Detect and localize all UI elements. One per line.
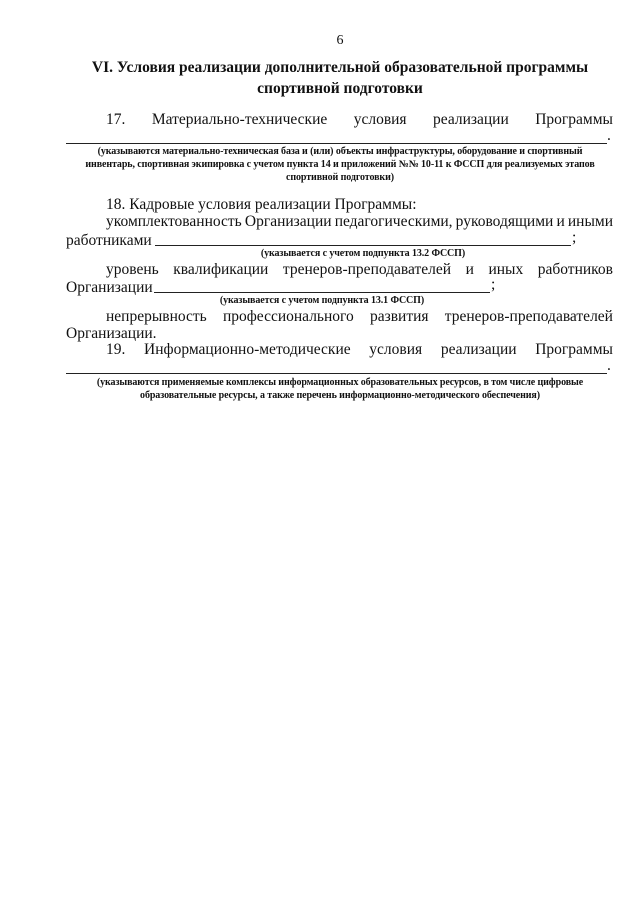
page-number: 6 xyxy=(336,33,344,48)
item-19-end-punct: . xyxy=(607,357,611,374)
item-19-line xyxy=(106,340,613,360)
development-word: непрерывность xyxy=(106,308,207,325)
item-17-number: 17. xyxy=(106,111,126,128)
staffing-word: и xyxy=(556,213,565,230)
staffing-punct: ; xyxy=(572,229,577,246)
item-17-word: условия xyxy=(353,111,407,128)
staffing-word: руководящими xyxy=(455,213,554,230)
development-cont-line: Организации. xyxy=(66,325,157,342)
staffing-word: Организации xyxy=(244,213,332,230)
item-17-note-line-2: инвентарь, спортивная экипировка с учетом пункта 14 и приложений №№ 10-11 к ФССП для реализуемых этапов xyxy=(85,159,595,170)
item-17-word: реализации xyxy=(433,111,509,128)
item-17-note-line-3: спортивной подготовки) xyxy=(285,172,394,183)
development-word: развития xyxy=(369,308,429,325)
item-17-word: Программы xyxy=(535,111,613,128)
staffing-cont-line xyxy=(66,231,152,251)
item-17-note-line-1: (указываются материально-техническая база и (или) объекты инфраструктуры, оборудование и спортивный xyxy=(97,146,583,157)
qualification-word: тренеров-преподавателей xyxy=(282,261,452,278)
section-title-line-2: спортивной подготовки xyxy=(257,80,423,97)
item-19-number: 19. xyxy=(106,341,126,358)
qualification-line xyxy=(106,260,613,280)
item-17-blank-line xyxy=(66,143,607,144)
qualification-word: иных xyxy=(488,261,524,278)
section-title-line-1: VI. Условия реализации дополнительной образовательной программы xyxy=(91,59,589,76)
item-18-heading: 18. Кадровые условия реализации Программы: xyxy=(106,196,417,213)
item-17-note xyxy=(66,145,614,184)
qualification-punct: ; xyxy=(491,276,496,293)
development-line xyxy=(106,307,613,327)
item-19-note-line-1: (указываются применяемые комплексы информационных образовательных ресурсов, в том числе цифровые xyxy=(96,377,584,388)
qualification-note: (указывается с учетом подпункта 13.1 ФССП) xyxy=(219,295,425,306)
staffing-blank-line xyxy=(155,245,571,246)
item-19-word: Программы xyxy=(535,341,613,358)
qualification-word: уровень xyxy=(106,261,159,278)
staffing-note: (указывается с учетом подпункта 13.2 ФССП) xyxy=(260,248,466,259)
staffing-word: педагогическими, xyxy=(334,213,453,230)
qualification-word: работников xyxy=(537,261,613,278)
section-title xyxy=(60,57,620,99)
item-19-blank-line xyxy=(66,373,607,374)
staffing-cont-label: работниками xyxy=(66,232,152,249)
staffing-word: укомплектованность xyxy=(106,213,242,230)
qualification-word: квалификации xyxy=(173,261,269,278)
item-17-word: Материально-технические xyxy=(151,111,328,128)
qualification-cont-label: Организации xyxy=(66,279,153,296)
item-17-end-punct: . xyxy=(607,127,611,144)
qualification-cont-line xyxy=(66,278,153,298)
staffing-line xyxy=(106,212,613,232)
qualification-blank-line xyxy=(154,292,490,293)
development-word: тренеров-преподавателей xyxy=(444,308,613,325)
item-19-note xyxy=(66,376,614,402)
item-19-word: Информационно-методические xyxy=(144,341,351,358)
development-word: профессионального xyxy=(222,308,354,325)
item-19-note-line-2: образовательные ресурсы, а также перечень информационно-методического обеспечения) xyxy=(140,390,540,401)
staffing-word: иными xyxy=(567,213,613,230)
qualification-word: и xyxy=(465,261,474,278)
item-19-word: условия xyxy=(369,341,423,358)
item-19-word: реализации xyxy=(440,341,517,358)
item-17-line xyxy=(106,110,613,130)
